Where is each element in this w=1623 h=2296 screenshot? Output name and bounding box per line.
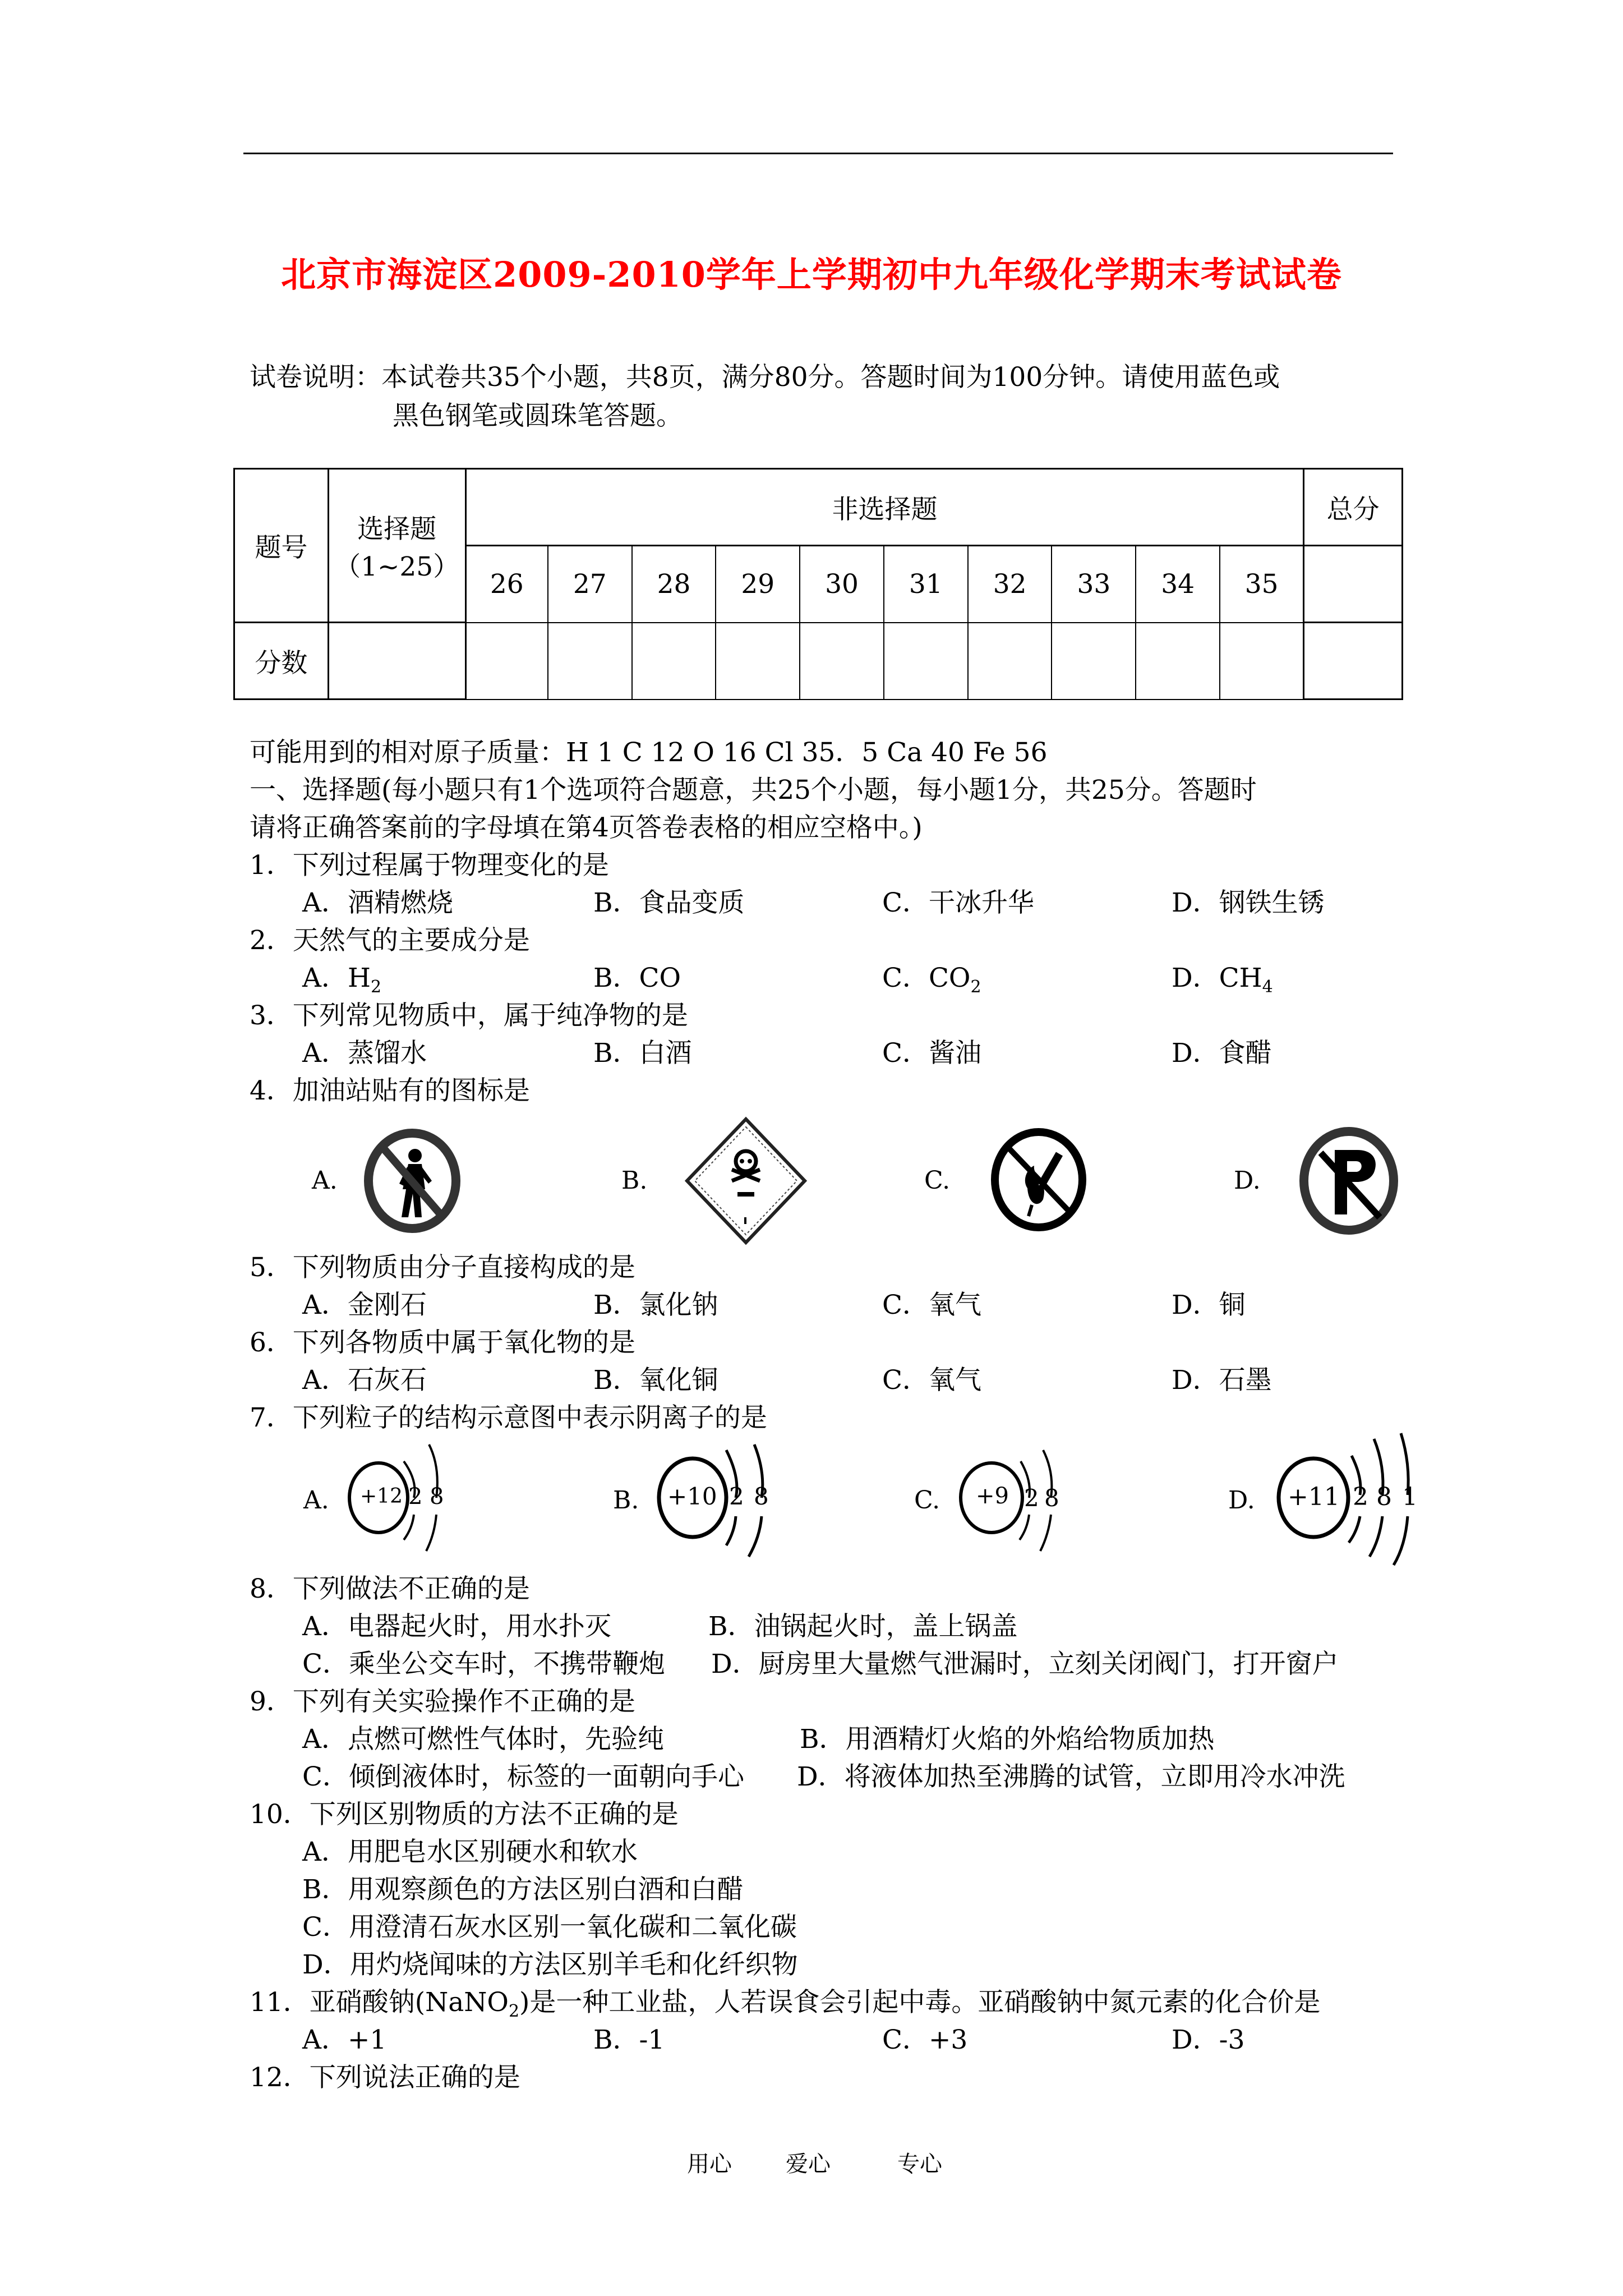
option-a: A．金刚石	[302, 1290, 427, 1320]
page-title: 北京市海淀区2009-2010学年上学期初中九年级化学期末考试试卷	[281, 254, 1342, 295]
atom-structure-diagram-c	[959, 1442, 1094, 1559]
section-heading-line-2: 请将正确答案前的字母填在第4页答卷表格的相应空格中。)	[250, 812, 923, 843]
option-a	[302, 961, 381, 995]
option-c	[882, 961, 981, 995]
score-cell[interactable]	[716, 623, 800, 700]
shell-electrons: 2	[1024, 1484, 1039, 1512]
row-header: 题号	[255, 532, 308, 563]
score-cell[interactable]	[1304, 623, 1403, 700]
question-stem: 2．天然气的主要成分是	[250, 925, 530, 956]
option-b: B．用酒精灯火焰的外焰给物质加热	[800, 1724, 1215, 1755]
footer-text: 专心	[897, 2151, 942, 2177]
question-number-cell	[884, 546, 968, 623]
shell-electrons: 2	[1353, 1483, 1368, 1511]
score-cell[interactable]	[548, 623, 632, 700]
question-number: 28	[657, 568, 691, 600]
question-number: 32	[993, 568, 1027, 600]
score-cell[interactable]	[632, 623, 716, 700]
option-c: C.	[914, 1486, 940, 1515]
score-cell[interactable]	[465, 623, 548, 700]
nucleus-charge: +9	[976, 1483, 1009, 1509]
choice-range: （1~25）	[334, 551, 460, 582]
footer-text: 用心	[687, 2151, 732, 2177]
option-b: B.	[613, 1486, 639, 1515]
no-pedestrian-icon	[359, 1128, 465, 1234]
option-a: A.	[312, 1166, 338, 1195]
option-c: C.	[924, 1166, 951, 1195]
score-cell[interactable]	[800, 623, 884, 700]
question-stem: 10．下列区别物质的方法不正确的是	[250, 1799, 679, 1830]
question-number-cell	[1052, 546, 1136, 623]
question-number-cell	[465, 546, 548, 623]
option-a: A．蒸馏水	[302, 1038, 427, 1069]
choice-header-cell	[328, 469, 465, 623]
atom-structure-diagram-a	[348, 1439, 482, 1557]
option-b: B．食品变质	[593, 887, 745, 918]
shell-electrons: 8	[430, 1484, 444, 1510]
option-label: C．CO	[882, 963, 971, 993]
question-number-cell	[632, 546, 716, 623]
shell-electrons: 1	[1402, 1483, 1418, 1511]
question-stem: 1．下列过程属于物理变化的是	[250, 850, 609, 881]
option-d: D．食醋	[1172, 1038, 1272, 1069]
option-c: C．氧气	[882, 1365, 981, 1396]
option-b: B．用观察颜色的方法区别白酒和白醋	[302, 1874, 744, 1905]
nucleus-charge: +10	[667, 1483, 717, 1510]
question-number-cell	[1136, 546, 1220, 623]
nonchoice-header: 非选择题	[832, 494, 938, 525]
choice-header: 选择题	[357, 513, 437, 545]
option-c: C．倾倒液体时，标签的一面朝向手心	[302, 1761, 744, 1792]
option-b: B．油锅起火时，盖上锅盖	[708, 1611, 1018, 1642]
option-a: A．石灰石	[302, 1365, 427, 1396]
shell-electrons: 8	[754, 1483, 769, 1510]
option-c: C．氧气	[882, 1290, 981, 1320]
shell-electrons: 8	[1376, 1483, 1392, 1511]
question-number-cell	[548, 546, 632, 623]
question-stem: 5．下列物质由分子直接构成的是	[250, 1252, 635, 1283]
option-label: B．CO	[593, 963, 681, 993]
question-number: 29	[741, 568, 775, 600]
option-d: D．用灼烧闻味的方法区别羊毛和化纤织物	[302, 1949, 798, 1980]
question-stem: 6．下列各物质中属于氧化物的是	[250, 1327, 635, 1358]
option-d: D．将液体加热至沸腾的试管，立即用冷水冲洗	[797, 1761, 1345, 1792]
total-header-cell	[1304, 469, 1403, 546]
option-d: D．钢铁生锈	[1172, 887, 1325, 918]
shell-electrons: 2	[729, 1483, 744, 1510]
subscript: 2	[508, 2001, 520, 2021]
option-d: D．厨房里大量燃气泄漏时，立刻关闭阀门，打开窗户	[711, 1649, 1339, 1680]
row-header-cell	[234, 469, 329, 623]
score-cell[interactable]	[328, 623, 465, 700]
option-b: B.	[621, 1166, 648, 1195]
question-stem: 9．下列有关实验操作不正确的是	[250, 1686, 635, 1717]
option-a: A.	[303, 1486, 329, 1515]
question-stem: 8．下列做法不正确的是	[250, 1573, 530, 1604]
stem-part: )是一种工业盐，人若误食会引起中毒。亚硝酸钠中氮元素的化合价是	[519, 1987, 1321, 2018]
score-cell[interactable]	[884, 623, 968, 700]
option-b: B．-1	[593, 2024, 665, 2055]
option-d	[1172, 961, 1273, 995]
score-cell[interactable]	[1052, 623, 1136, 700]
option-d: D．铜	[1172, 1290, 1246, 1320]
option-a: A．电器起火时，用水扑灭	[302, 1611, 611, 1642]
question-number: 34	[1161, 568, 1195, 600]
toxic-hazard-icon	[681, 1114, 810, 1248]
option-a: A．酒精燃烧	[302, 887, 453, 918]
option-a: A．点燃可燃性气体时，先验纯	[302, 1724, 664, 1755]
section-heading-line-1: 一、选择题(每小题只有1个选项符合题意，共25个小题，每小题1分，共25分。答题时	[250, 775, 1257, 806]
option-d: D.	[1228, 1486, 1255, 1515]
instructions-line-1: 试卷说明：本试卷共35个小题，共8页，满分80分。答题时间为100分钟。请使用蓝色或	[250, 362, 1280, 393]
atom-structure-diagram-d	[1273, 1428, 1441, 1568]
option-a: A．+1	[302, 2024, 387, 2055]
question-number: 27	[573, 568, 607, 600]
question-stem: 3．下列常见物质中，属于纯净物的是	[250, 1000, 688, 1031]
total-blank-cell	[1304, 546, 1403, 623]
question-number-cell	[800, 546, 884, 623]
option-c: C．乘坐公交车时，不携带鞭炮	[302, 1649, 665, 1680]
option-d: D．-3	[1172, 2024, 1245, 2055]
question-stem: 12．下列说法正确的是	[250, 2062, 520, 2093]
option-label: D．CH	[1172, 963, 1262, 993]
option-a: A．用肥皂水区别硬水和软水	[302, 1837, 638, 1867]
option-b: B．氧化铜	[593, 1365, 718, 1396]
nucleus-charge: +12	[360, 1485, 403, 1508]
header-rule	[243, 153, 1393, 154]
subscript: 2	[370, 977, 382, 997]
option-c: C．酱油	[882, 1038, 981, 1069]
question-number: 35	[1244, 568, 1279, 600]
question-number-cell	[716, 546, 800, 623]
question-stem: 7．下列粒子的结构示意图中表示阴离子的是	[250, 1402, 767, 1433]
score-cell[interactable]	[968, 623, 1052, 700]
score-cell[interactable]	[1220, 623, 1304, 700]
option-c: C．干冰升华	[882, 887, 1034, 918]
option-d: D.	[1234, 1166, 1261, 1195]
question-number: 30	[825, 568, 859, 600]
score-label-cell	[234, 623, 329, 700]
nonchoice-header-cell	[465, 469, 1304, 546]
subscript: 4	[1262, 977, 1273, 997]
subscript: 2	[970, 977, 981, 997]
instructions-line-2: 黑色钢笔或圆珠笔答题。	[393, 401, 683, 431]
option-d: D．石墨	[1172, 1365, 1272, 1396]
atomic-masses: 可能用到的相对原子质量：H 1 C 12 O 16 Cl 35．5 Ca 40 Fe 56	[250, 737, 1048, 768]
nucleus-charge: +11	[1288, 1483, 1340, 1511]
option-c: C．+3	[882, 2024, 968, 2055]
stem-part: 11．亚硝酸钠(NaNO	[250, 1987, 509, 2018]
score-cell[interactable]	[1136, 623, 1220, 700]
question-stem: 4．加油站贴有的图标是	[250, 1075, 530, 1106]
total-header: 总分	[1326, 494, 1380, 525]
question-number-cell	[968, 546, 1052, 623]
option-label: A．H	[302, 963, 371, 993]
option-b: B．白酒	[593, 1038, 692, 1069]
shell-electrons: 2	[408, 1484, 423, 1510]
no-parking-icon	[1295, 1125, 1402, 1237]
question-number-cell	[1220, 546, 1304, 623]
option-b: B．氯化钠	[593, 1290, 718, 1320]
score-label: 分数	[255, 647, 308, 679]
option-c: C．用澄清石灰水区别一氧化碳和二氧化碳	[302, 1912, 797, 1943]
no-fire-icon	[988, 1126, 1089, 1233]
question-number: 26	[490, 568, 524, 600]
atom-structure-diagram-b	[656, 1433, 802, 1562]
question-stem	[250, 1986, 1320, 2019]
question-number: 31	[909, 568, 943, 600]
footer-text: 爱心	[786, 2151, 831, 2177]
option-b	[593, 961, 681, 995]
shell-electrons: 8	[1044, 1484, 1059, 1512]
question-number: 33	[1077, 568, 1111, 600]
score-table	[233, 468, 1403, 700]
